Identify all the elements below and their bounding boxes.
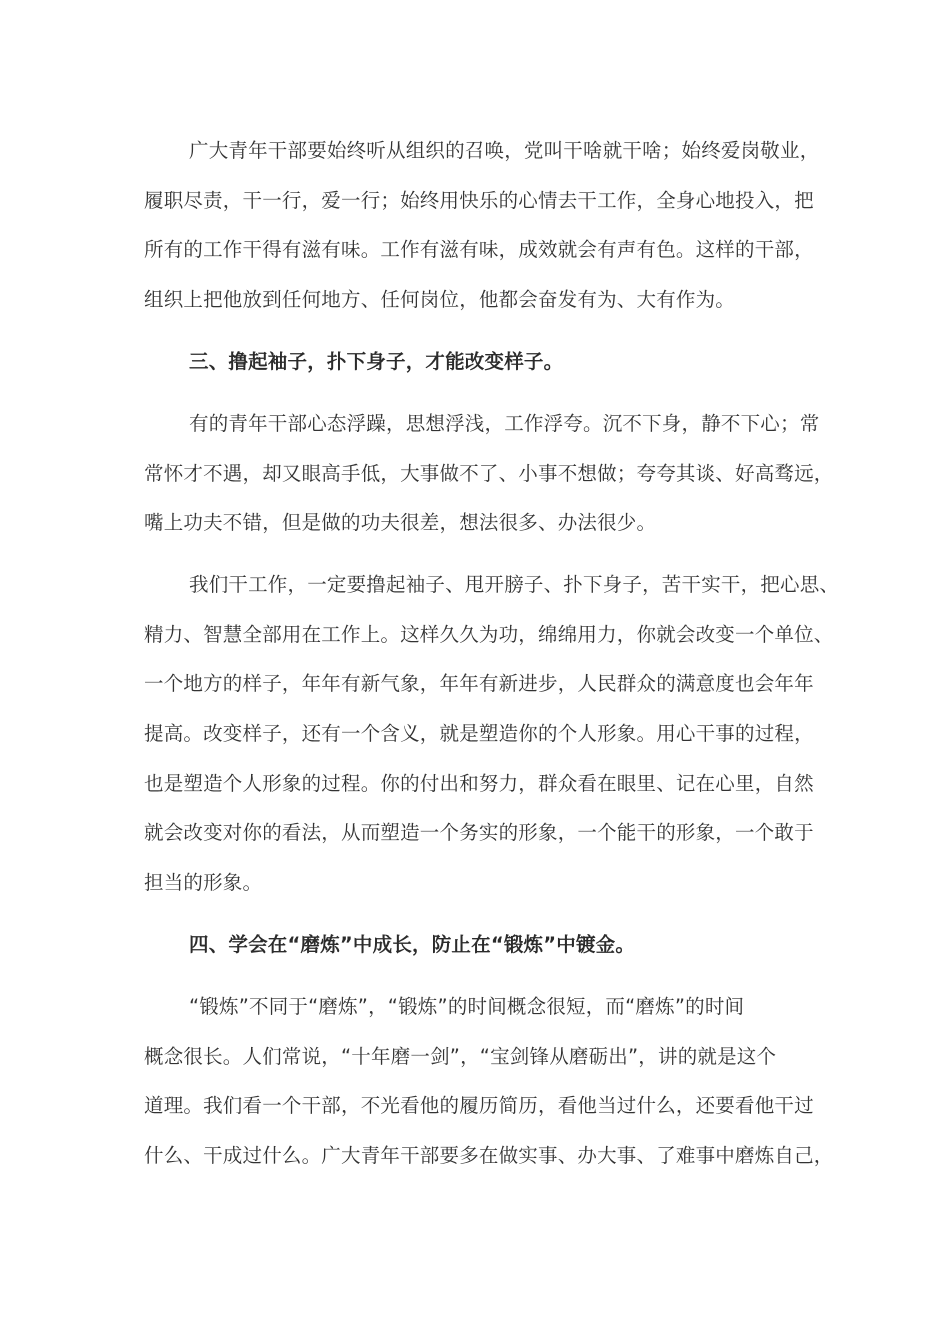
section-heading-4: 四、学会在“磨炼”中成长，防止在“锻炼”中镀金。 bbox=[189, 933, 636, 956]
paragraph-1-line-1: 广大青年干部要始终听从组织的召唤，党叫干啥就干啥；始终爱岗敬业， bbox=[189, 139, 820, 162]
paragraph-3-line-3: 一个地方的样子，年年有新气象，年年有新进步，人民群众的满意度也会年年 bbox=[144, 672, 814, 695]
paragraph-3-line-2: 精力、智慧全部用在工作上。这样久久为功，绵绵用力，你就会改变一个单位、 bbox=[144, 623, 834, 646]
paragraph-4-line-4: 什么、干成过什么。广大青年干部要多在做实事、办大事、了难事中磨炼自己， bbox=[144, 1144, 834, 1167]
paragraph-1-line-4: 组织上把他放到任何地方、任何岗位，他都会奋发有为、大有作为。 bbox=[144, 288, 736, 311]
section-heading-3: 三、撸起袖子，扑下身子，才能改变样子。 bbox=[189, 350, 564, 373]
paragraph-3-line-1: 我们干工作，一定要撸起袖子、甩开膀子、扑下身子，苦干实干，把心思、 bbox=[189, 573, 840, 596]
paragraph-4-line-2: 概念很长。人们常说，“十年磨一剑”，“宝剑锋从磨砺出”，讲的就是这个 bbox=[144, 1045, 777, 1068]
paragraph-3-line-7: 担当的形象。 bbox=[144, 871, 263, 894]
paragraph-2-line-1: 有的青年干部心态浮躁，思想浮浅，工作浮夸。沉不下身，静不下心；常 bbox=[189, 412, 820, 435]
paragraph-4-line-1: “锻炼”不同于“磨炼”，“锻炼”的时间概念很短，而“磨炼”的时间 bbox=[189, 995, 745, 1018]
paragraph-1-line-2: 履职尽责，干一行，爱一行；始终用快乐的心情去干工作，全身心地投入，把 bbox=[144, 189, 814, 212]
paragraph-4-line-3: 道理。我们看一个干部，不光看他的履历简历，看他当过什么，还要看他干过 bbox=[144, 1094, 814, 1117]
paragraph-3-line-4: 提高。改变样子，还有一个含义，就是塑造你的个人形象。用心干事的过程， bbox=[144, 722, 814, 745]
paragraph-3-line-6: 就会改变对你的看法，从而塑造一个务实的形象，一个能干的形象，一个敢于 bbox=[144, 821, 814, 844]
paragraph-1-line-3: 所有的工作干得有滋有味。工作有滋有味，成效就会有声有色。这样的干部， bbox=[144, 238, 814, 261]
paragraph-2-line-2: 常怀才不遇，却又眼高手低，大事做不了、小事不想做；夸夸其谈、好高骛远， bbox=[144, 462, 834, 485]
paragraph-3-line-5: 也是塑造个人形象的过程。你的付出和努力，群众看在眼里、记在心里，自然 bbox=[144, 772, 814, 795]
paragraph-2-line-3: 嘴上功夫不错，但是做的功夫很差，想法很多、办法很少。 bbox=[144, 511, 657, 534]
